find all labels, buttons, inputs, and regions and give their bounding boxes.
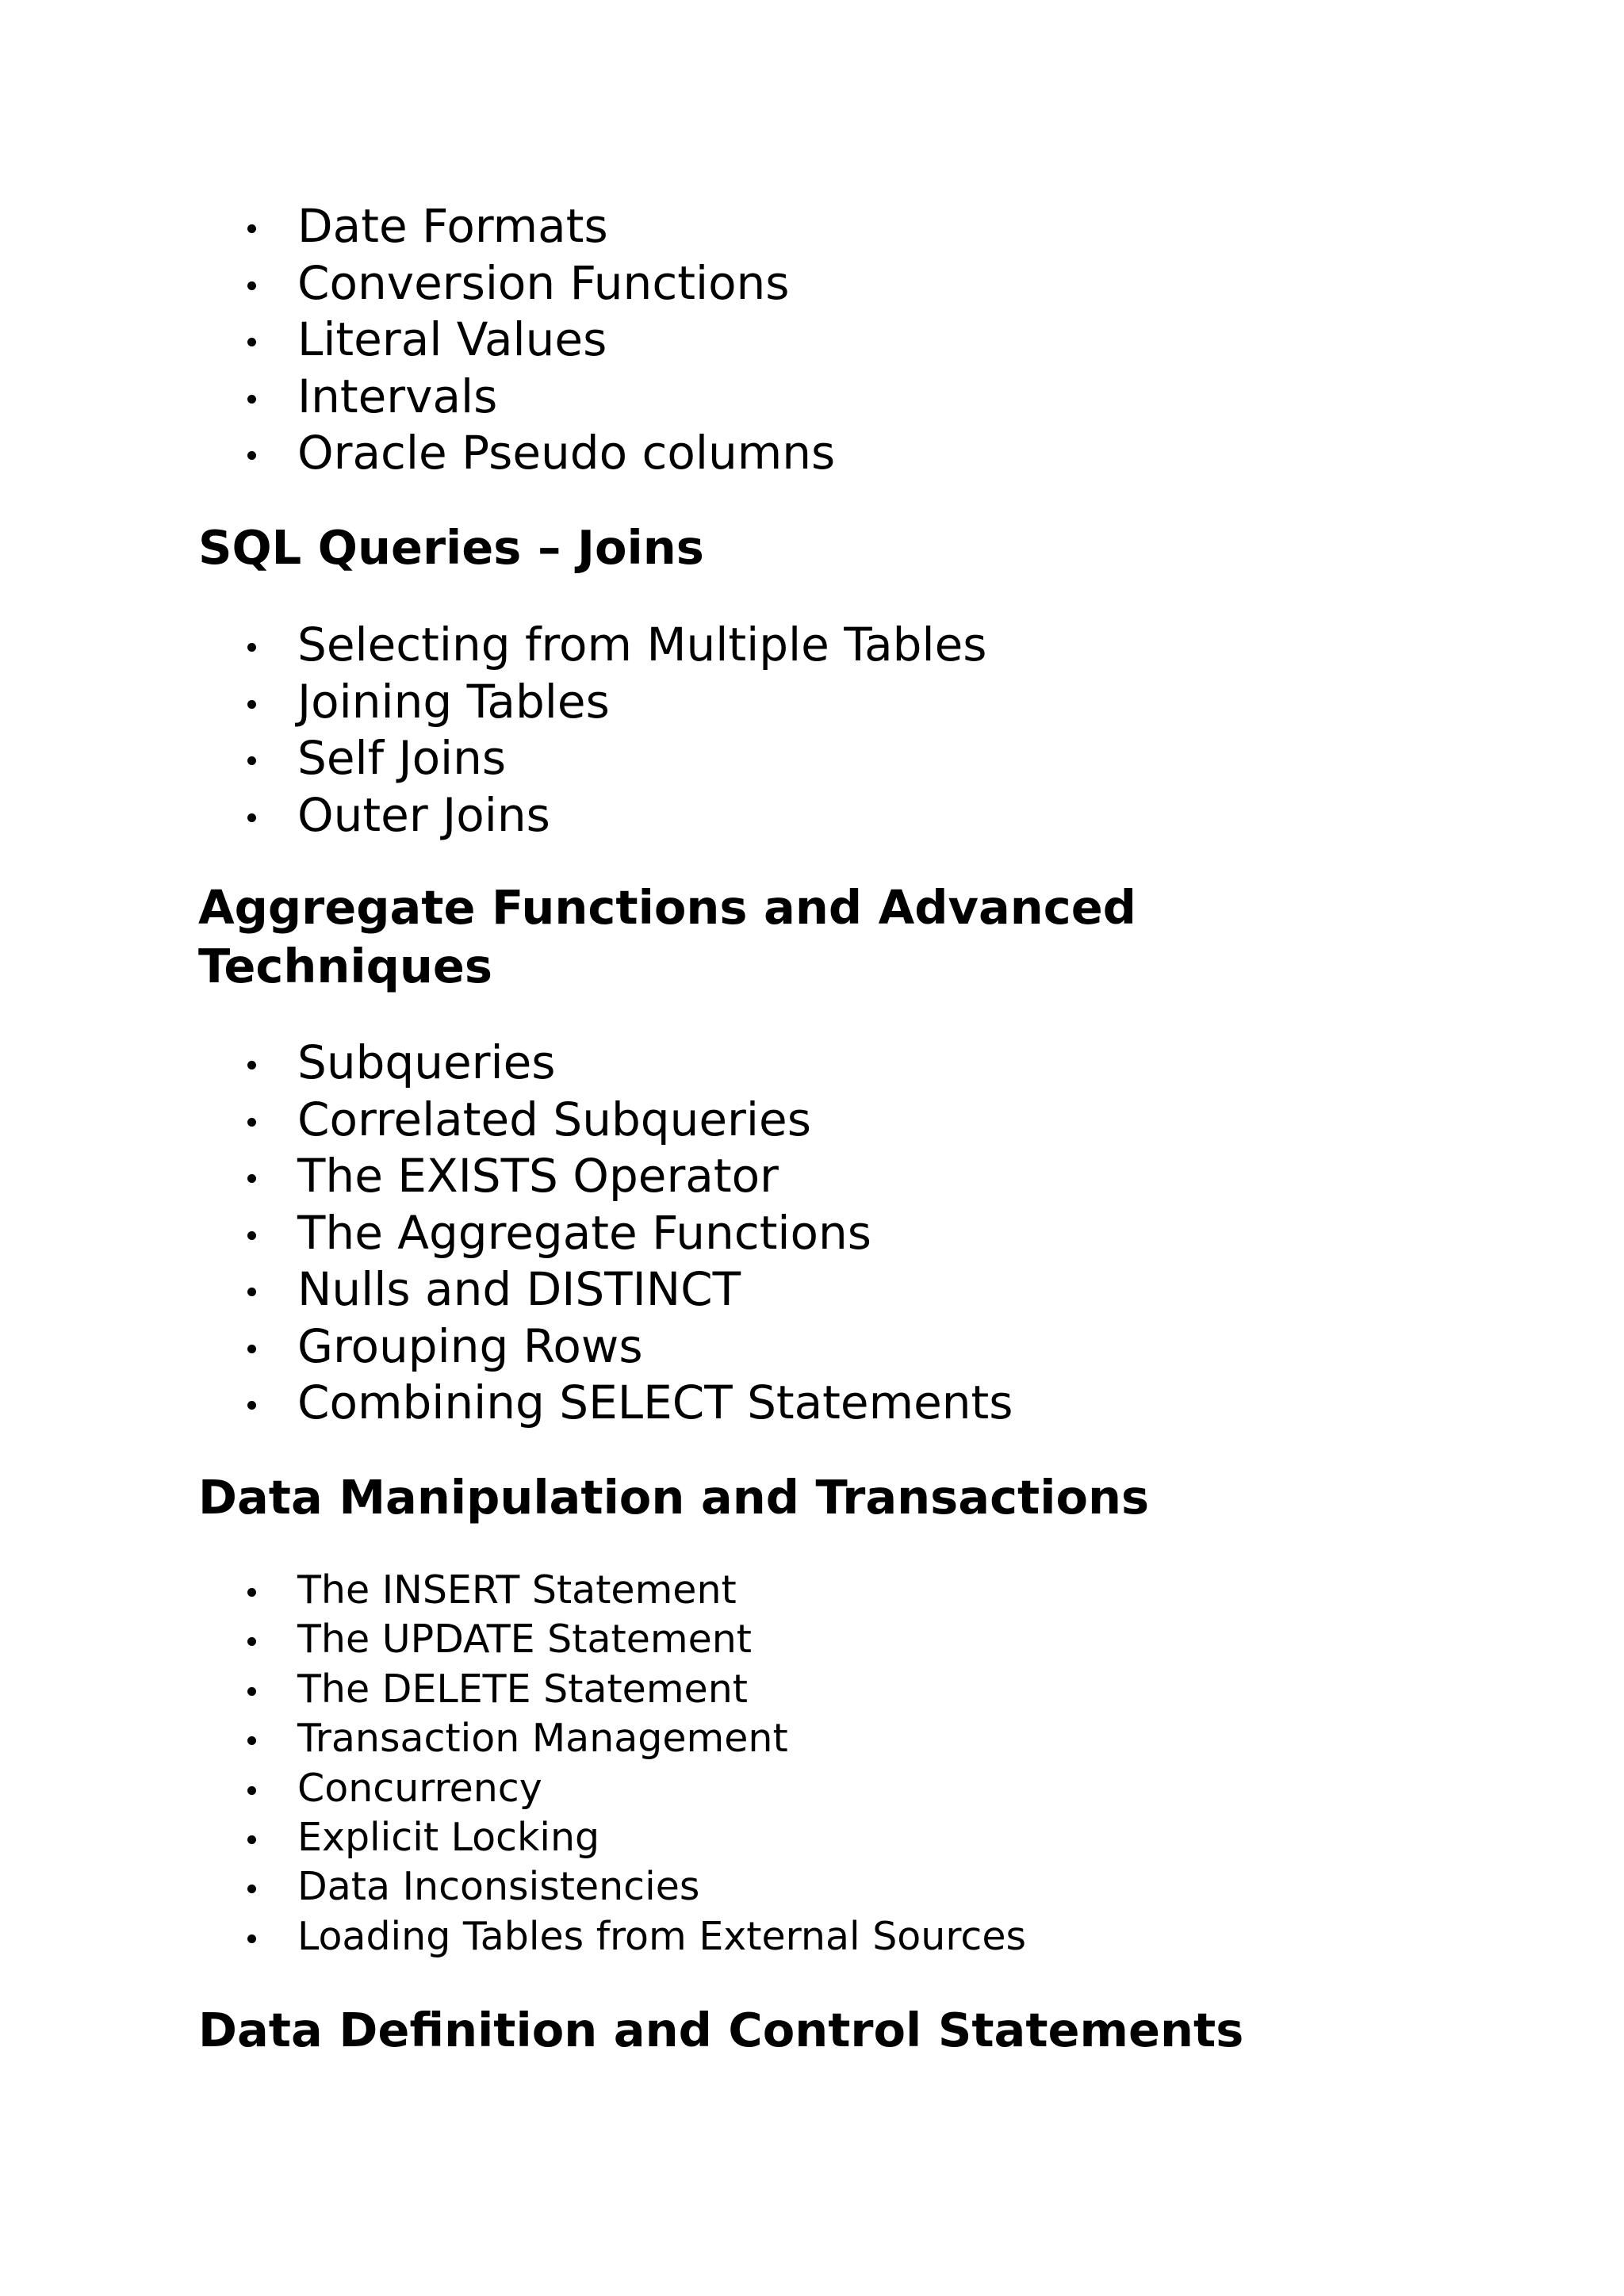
bullet-icon	[247, 1588, 256, 1597]
bullet-icon	[247, 1835, 256, 1844]
bullet-icon	[247, 1401, 256, 1410]
bullet-icon	[247, 338, 256, 346]
section-heading-data-definition: Data Definition and Control Statements	[198, 2003, 1244, 2057]
list-item: Loading Tables from External Sources	[0, 1912, 1026, 1961]
list-item: The Aggregate Functions	[0, 1205, 1013, 1262]
list-item: Intervals	[0, 369, 835, 426]
list-item: Explicit Locking	[0, 1813, 1026, 1862]
bullet-icon	[247, 395, 256, 404]
section-heading-joins: SQL Queries – Joins	[198, 520, 704, 575]
bullet-icon	[247, 1934, 256, 1943]
bullet-icon	[247, 643, 256, 652]
bullet-icon	[247, 756, 256, 765]
bullet-icon	[247, 1736, 256, 1745]
bullet-icon	[247, 700, 256, 709]
intro-list	[0, 198, 835, 482]
bullet-icon	[247, 1687, 256, 1696]
list-item: Nulls and DISTINCT	[0, 1261, 1013, 1318]
list-item: Transaction Management	[0, 1714, 1026, 1763]
bullet-icon	[247, 1885, 256, 1893]
bullet-icon	[247, 1061, 256, 1070]
bullet-icon	[247, 451, 256, 460]
list-item: The DELETE Statement	[0, 1665, 1026, 1714]
list-item: Outer Joins	[0, 787, 987, 844]
list-item: Selecting from Multiple Tables	[0, 617, 987, 674]
bullet-icon	[247, 1345, 256, 1353]
joins-list	[0, 617, 987, 844]
bullet-icon	[247, 224, 256, 233]
bullet-icon	[247, 1231, 256, 1240]
list-item: The UPDATE Statement	[0, 1615, 1026, 1664]
list-item: Self Joins	[0, 730, 987, 787]
list-item: Grouping Rows	[0, 1318, 1013, 1376]
list-item: Concurrency	[0, 1764, 1026, 1813]
list-item: Literal Values	[0, 312, 835, 369]
aggregate-list	[0, 1035, 1013, 1432]
bullet-icon	[247, 813, 256, 822]
bullet-icon	[247, 1174, 256, 1183]
section-heading-aggregate-line2: Techniques	[198, 939, 492, 993]
bullet-icon	[247, 1786, 256, 1795]
section-heading-aggregate-line1: Aggregate Functions and Advanced	[198, 880, 1136, 935]
list-item: Subqueries	[0, 1035, 1013, 1092]
list-item: Oracle Pseudo columns	[0, 425, 835, 482]
list-item: Data Inconsistencies	[0, 1862, 1026, 1911]
list-item: Conversion Functions	[0, 255, 835, 312]
bullet-icon	[247, 1288, 256, 1296]
list-item: Correlated Subqueries	[0, 1092, 1013, 1149]
list-item: Combining SELECT Statements	[0, 1375, 1013, 1432]
list-item: The INSERT Statement	[0, 1566, 1026, 1615]
list-item: Date Formats	[0, 198, 835, 255]
data-manipulation-list	[0, 1566, 1026, 1961]
bullet-icon	[247, 281, 256, 290]
bullet-icon	[247, 1637, 256, 1646]
list-item: The EXISTS Operator	[0, 1148, 1013, 1205]
section-heading-data-manipulation: Data Manipulation and Transactions	[198, 1470, 1150, 1525]
list-item: Joining Tables	[0, 674, 987, 731]
bullet-icon	[247, 1118, 256, 1127]
